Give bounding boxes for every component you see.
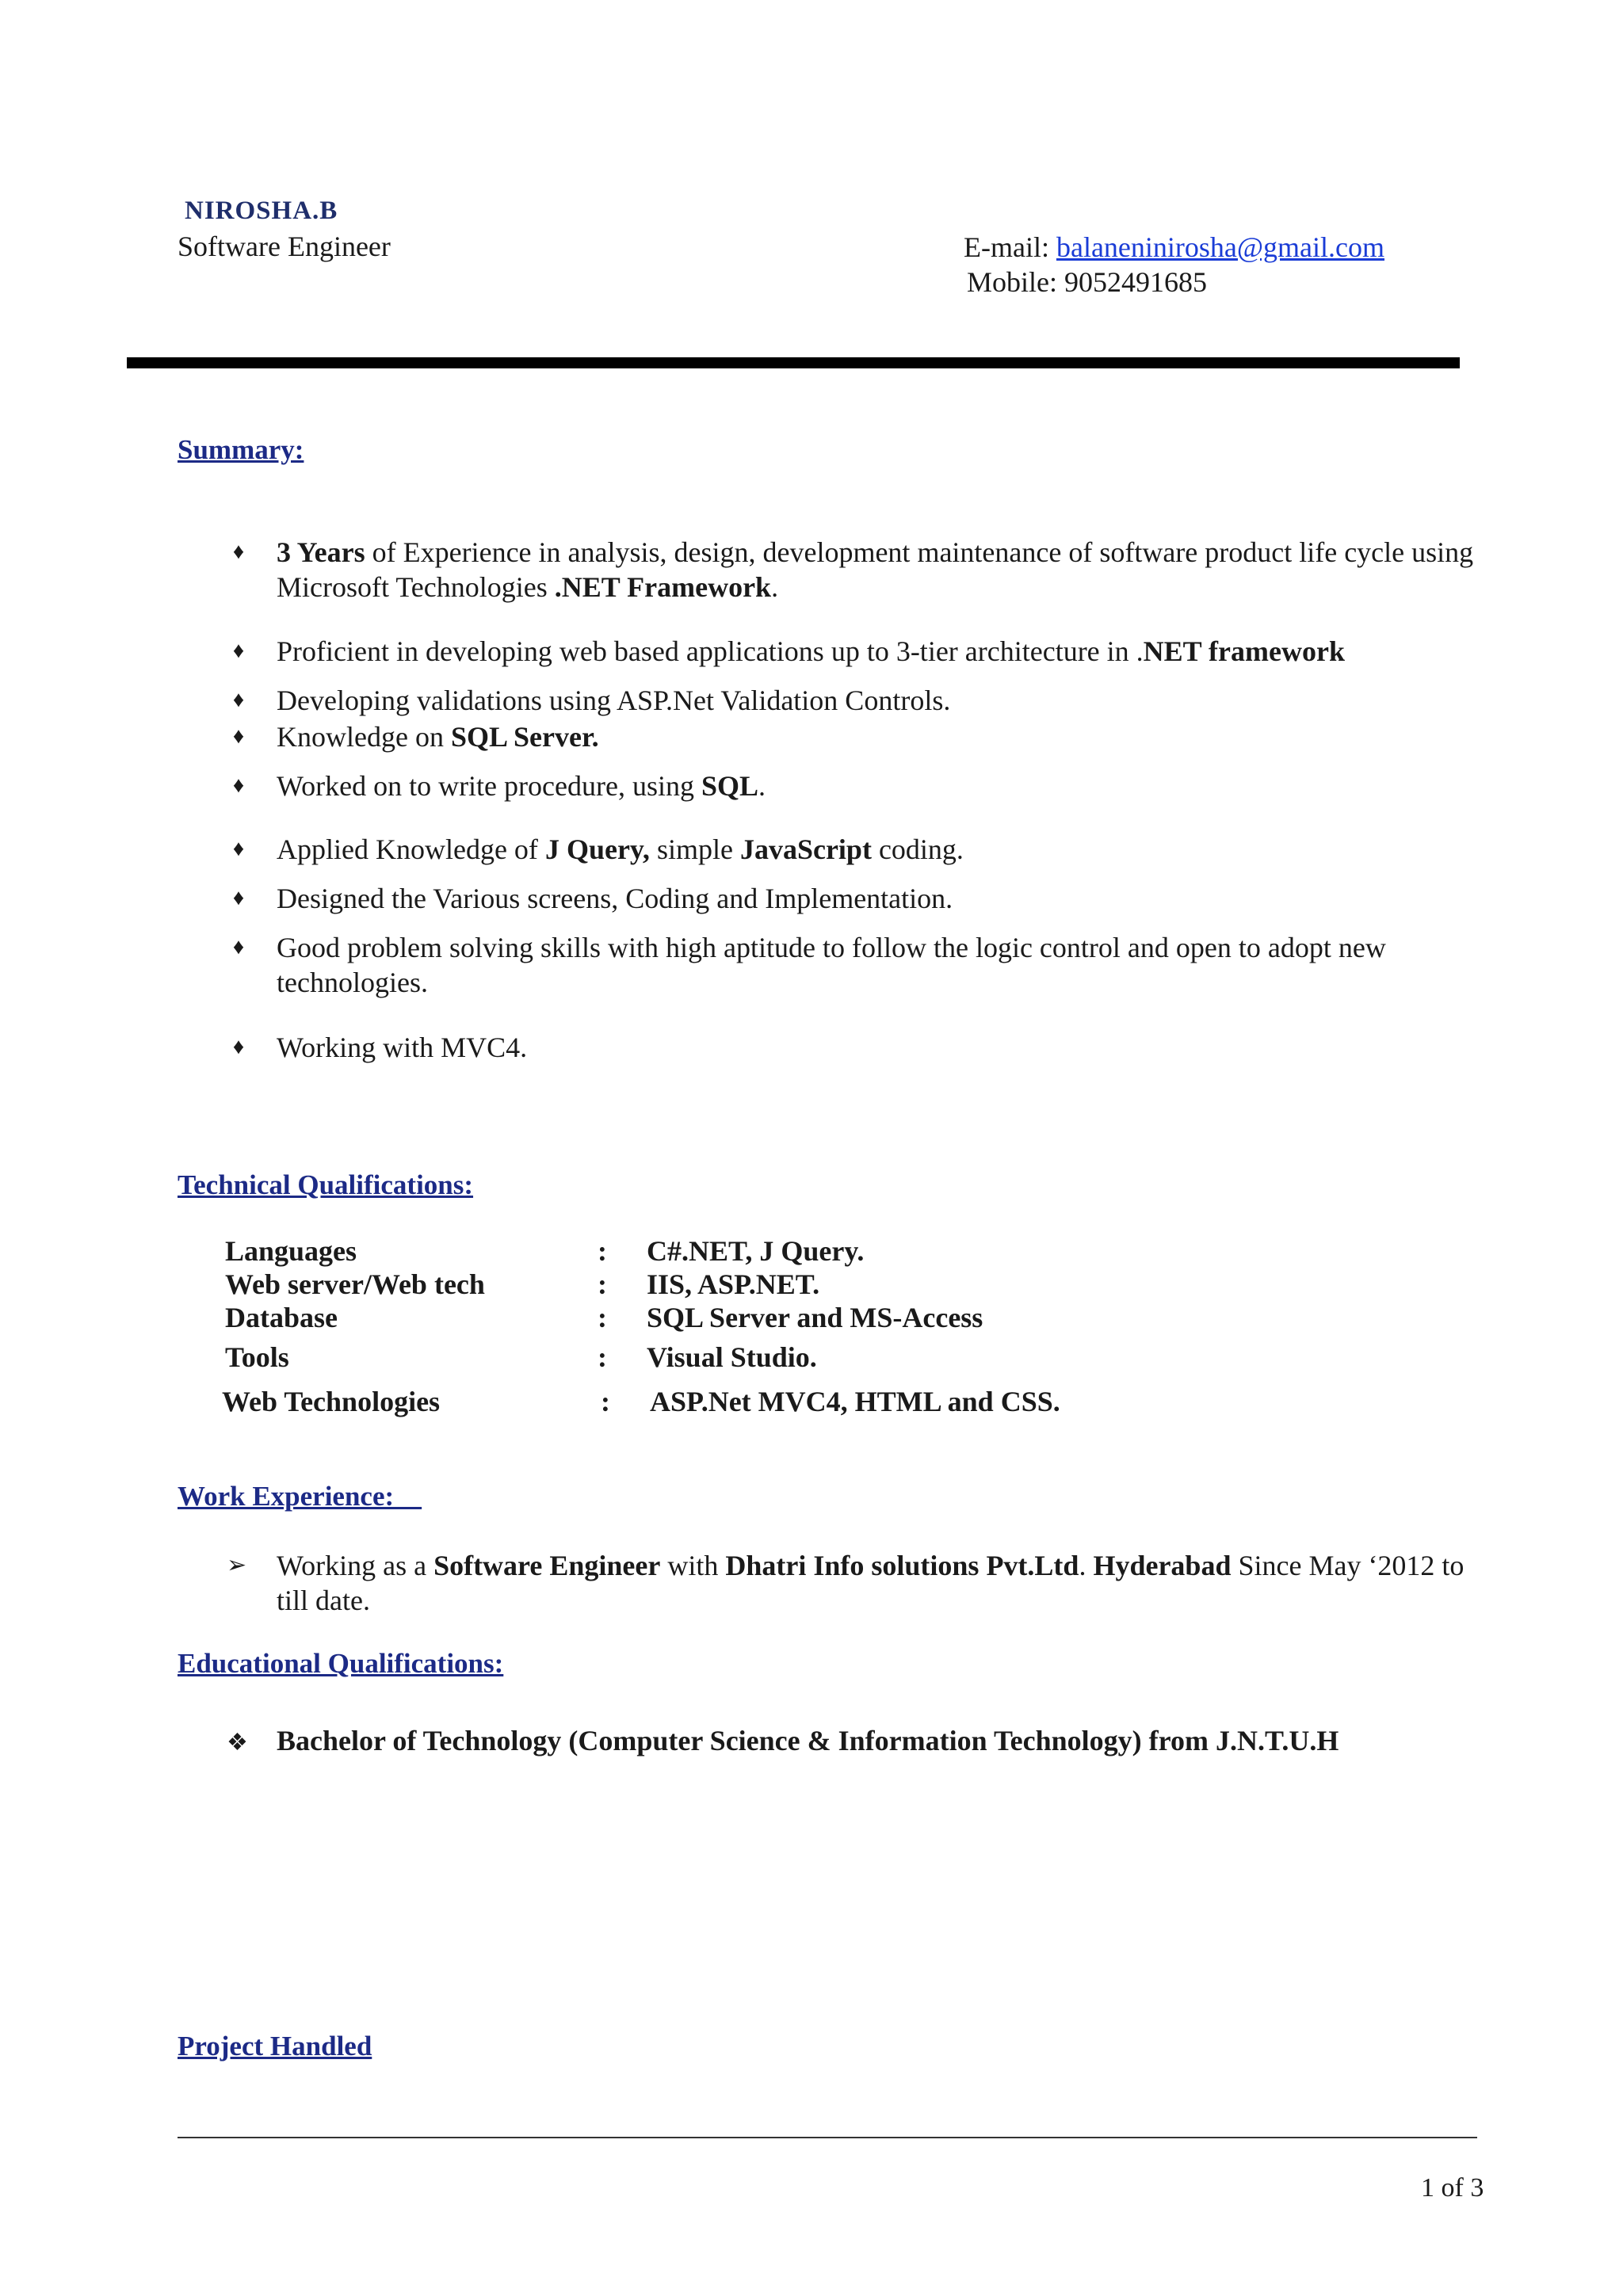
diamond-bullet-icon: ♦ <box>232 688 245 712</box>
summary-item: ♦ Working with MVC4. <box>227 1030 1479 1065</box>
diamond-bullet-icon: ♦ <box>232 639 245 663</box>
candidate-name: NIROSHA.B <box>185 196 338 225</box>
candidate-role: Software Engineer <box>178 231 391 262</box>
work-item <box>227 1548 1479 1618</box>
email-line <box>964 230 1384 265</box>
header-divider <box>127 357 1460 368</box>
project-heading: Project Handled <box>178 2031 372 2061</box>
mobile-line: Mobile: 9052491685 <box>967 266 1207 298</box>
work-heading: Work Experience: <box>178 1481 422 1512</box>
summary-item: ♦ Applied Knowledge of J Query, simple JavaScript coding. <box>227 832 1479 867</box>
summary-item: ♦ 3 Years of Experience in analysis, design, development maintenance of software product life cycle using Microsoft Technologies .NET Framework. <box>227 535 1479 605</box>
summary-item: ♦ Proficient in developing web based applications up to 3-tier architecture in .NET framework <box>227 634 1479 669</box>
summary-item: ♦ Developing validations using ASP.Net Validation Controls. <box>227 683 1479 718</box>
technical-colon: : <box>598 1235 607 1267</box>
education-item <box>227 1724 1338 1757</box>
contact-block <box>964 230 1384 299</box>
technical-key: Languages <box>225 1235 357 1267</box>
email-label: E-mail: <box>964 231 1056 263</box>
technical-value: IIS, ASP.NET. <box>647 1268 820 1300</box>
summary-item: ♦ Designed the Various screens, Coding and Implementation. <box>227 881 1479 916</box>
diamond-bullet-icon: ♦ <box>232 1035 245 1059</box>
technical-colon: : <box>598 1268 607 1300</box>
technical-colon: : <box>598 1302 607 1333</box>
diamond-bullet-icon: ♦ <box>232 773 245 798</box>
summary-heading: Summary: <box>178 434 304 465</box>
arrowhead-bullet-icon: ➢ <box>227 1552 247 1578</box>
diamond-bullet-icon: ♦ <box>232 724 245 749</box>
education-heading: Educational Qualifications: <box>178 1648 504 1679</box>
education-text: Bachelor of Technology (Computer Science & Information Technology) from J.N.T.U.H <box>277 1725 1339 1756</box>
diamond-bullet-icon: ♦ <box>232 886 245 910</box>
technical-value: SQL Server and MS-Access <box>647 1302 983 1333</box>
technical-value: ASP.Net MVC4, HTML and CSS. <box>650 1386 1060 1417</box>
summary-item: ♦ Worked on to write procedure, using SQL. <box>227 769 1479 803</box>
technical-colon: : <box>598 1341 607 1373</box>
summary-item: ♦ Knowledge on SQL Server. <box>227 719 1479 754</box>
technical-value: C#.NET, J Query. <box>647 1235 865 1267</box>
technical-key: Tools <box>225 1341 289 1373</box>
technical-value: Visual Studio. <box>647 1341 817 1373</box>
technical-key: Database <box>225 1302 338 1333</box>
diamond-bullet-icon: ♦ <box>232 837 245 861</box>
diamond-bullet-icon: ♦ <box>232 540 245 564</box>
diamond-bullet-icon: ♦ <box>232 935 245 959</box>
four-diamond-bullet-icon: ❖ <box>227 1730 248 1756</box>
email-link[interactable]: balaneninirosha@gmail.com <box>1056 231 1385 263</box>
footer-divider <box>178 2137 1477 2138</box>
technical-key: Web server/Web tech <box>225 1268 485 1300</box>
summary-item: ♦ Good problem solving skills with high aptitude to follow the logic control and open to adopt new technologies. <box>227 930 1479 1000</box>
work-text: Working as a Software Engineer with Dhatri Info solutions Pvt.Ltd. Hyderabad Since May ‘2012 to till date. <box>277 1550 1465 1616</box>
technical-colon: : <box>601 1386 610 1417</box>
technical-heading: Technical Qualifications: <box>178 1169 474 1200</box>
technical-key: Web Technologies <box>222 1386 441 1417</box>
page-number: 1 of 3 <box>1421 2173 1484 2203</box>
